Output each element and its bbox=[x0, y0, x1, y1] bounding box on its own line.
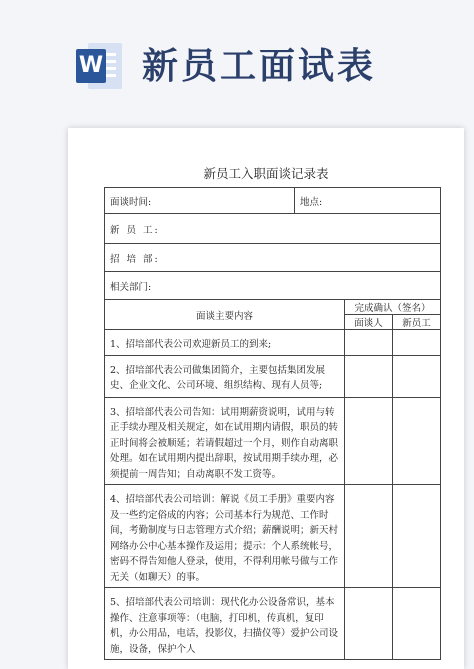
word-icon-letter: W bbox=[76, 49, 106, 83]
new-employee-column-header: 新员工 bbox=[393, 315, 441, 330]
document-title: 新员工面试表 bbox=[142, 46, 377, 87]
table-row bbox=[105, 272, 441, 300]
new-employee-signature-cell[interactable] bbox=[393, 485, 441, 588]
new-employee-field[interactable]: 新 员 工: bbox=[105, 214, 441, 244]
item-office-equipment: 5、招培部代表公司培训：现代化办公设备常识，基本操作、注意事项等：（电脑，打印机，传真机，复印机，办公用品，电话，投影仪，扫描仪等）爱护公司设施，设备，保护个人 bbox=[105, 588, 345, 660]
table-row bbox=[105, 188, 441, 214]
interviewer-signature-cell[interactable] bbox=[345, 397, 393, 485]
table-row bbox=[105, 355, 441, 397]
interviewer-signature-cell[interactable] bbox=[345, 588, 393, 660]
table-header-row bbox=[105, 300, 441, 315]
form-title: 新员工入职面谈记录表 bbox=[203, 166, 329, 181]
recruiting-dept-field[interactable]: 招 培 部: bbox=[105, 244, 441, 272]
interview-time-field[interactable]: 面谈时间: bbox=[105, 188, 295, 214]
new-employee-signature-cell[interactable] bbox=[393, 397, 441, 485]
content-column-header: 面谈主要内容 bbox=[105, 300, 345, 330]
item-probation-rules: 3、招培部代表公司告知：试用期薪资说明，试用与转正手续办理及相关规定，如在试用期内请假，职员的转正时间将会被顺延；若请假超过一个月，则作自动离职处理。如在试用期内提出辞职，按试用期手续办理，必须提前一周告知；自动离职不发工资等。 bbox=[105, 397, 345, 485]
table-row bbox=[105, 214, 441, 244]
document-page bbox=[68, 128, 464, 669]
table-row bbox=[105, 244, 441, 272]
confirm-column-header: 完成确认（签名） bbox=[345, 300, 441, 315]
table-row bbox=[105, 588, 441, 660]
table-row bbox=[105, 330, 441, 356]
new-employee-signature-cell[interactable] bbox=[393, 330, 441, 356]
table-row bbox=[105, 397, 441, 485]
interviewer-signature-cell[interactable] bbox=[345, 355, 393, 397]
location-field[interactable]: 地点: bbox=[295, 188, 441, 214]
item-group-intro: 2、招培部代表公司做集团简介，主要包括集团发展史、企业文化、公司环境、组织结构、现有人员等; bbox=[105, 355, 345, 397]
related-dept-field[interactable]: 相关部门: bbox=[105, 272, 441, 300]
new-employee-signature-cell[interactable] bbox=[393, 355, 441, 397]
interviewer-signature-cell[interactable] bbox=[345, 330, 393, 356]
interviewer-column-header: 面谈人 bbox=[345, 315, 393, 330]
word-icon bbox=[76, 43, 122, 89]
item-handbook-training: 4、招培部代表公司培训：解说《员工手册》重要内容及一些约定俗成的内容；公司基本行为规范、工作时间，考勤制度与日志管理方式介绍；薪酬说明；新天村网络办公中心基本操作及运用；提示：个人系统帐号，密码不得告知他人登录，使用，不得利用帐号做与工作无关（如聊天）的事。 bbox=[105, 485, 345, 588]
item-welcome: 1、招培部代表公司欢迎新员工的到来; bbox=[105, 330, 345, 356]
table-row bbox=[105, 485, 441, 588]
new-employee-signature-cell[interactable] bbox=[393, 588, 441, 660]
interviewer-signature-cell[interactable] bbox=[345, 485, 393, 588]
interview-record-table bbox=[104, 187, 441, 660]
